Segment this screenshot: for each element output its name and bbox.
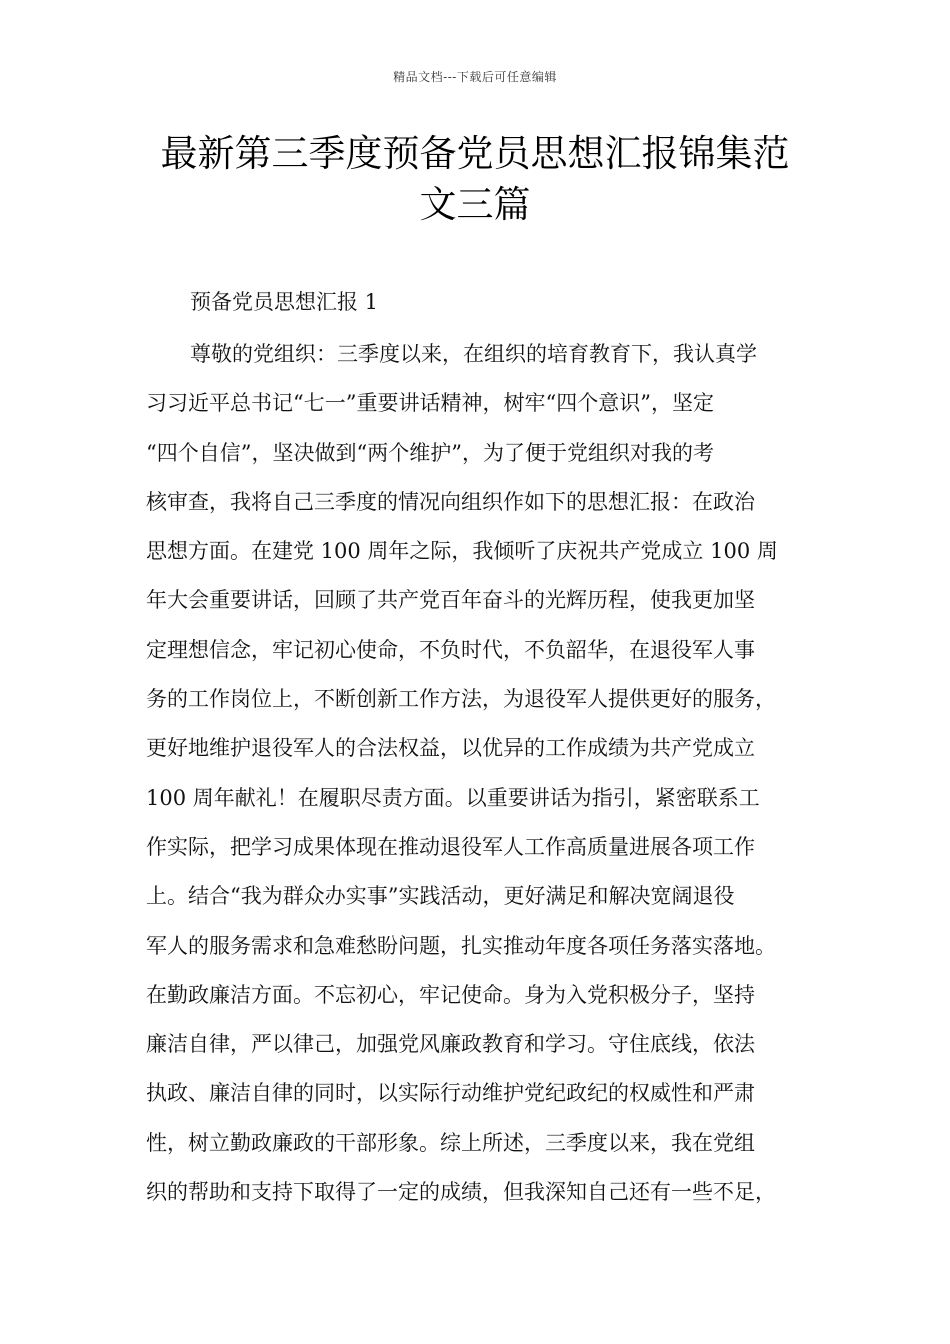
body-line: 务的工作岗位上，不断创新工作方法，为退役军人提供更好的服务， [146, 687, 776, 712]
body-line: 作实际，把学习成果体现在推动退役军人工作高质量进展各项工作 [146, 834, 755, 859]
body-line: 习习近平总书记“七一”重要讲话精神，树牢“四个意识”，坚定 [146, 391, 714, 416]
body-line: 更好地维护退役军人的合法权益，以优异的工作成绩为共产党成立 [146, 736, 755, 761]
body-line: 上。结合“我为群众办实事”实践活动，更好满足和解决宽阔退役 [146, 884, 735, 909]
body-line: 定理想信念，牢记初心使命，不负时代，不负韶华，在退役军人事 [146, 637, 755, 662]
body-line: 廉洁自律，严以律己，加强党风廉政教育和学习。守住底线，依法 [146, 1032, 755, 1057]
title-line-1: 最新第三季度预备党员思想汇报锦集范 [160, 132, 790, 175]
document-title [120, 128, 830, 230]
body-line: 在勤政廉洁方面。不忘初心，牢记使命。身为入党积极分子，坚持 [146, 982, 755, 1007]
body-line: “四个自信”，坚决做到“两个维护”，为了便于党组织对我的考 [146, 440, 714, 465]
body-line: 尊敬的党组织：三季度以来，在组织的培育教育下，我认真学 [190, 342, 757, 366]
header-note: 精品文档---下载后可任意编辑 [393, 70, 557, 84]
body-line: 执政、廉洁自律的同时，以实际行动维护党纪政纪的权威性和严肃 [146, 1081, 755, 1106]
body-line: 核审查，我将自己三季度的情况向组织作如下的思想汇报：在政治 [146, 489, 755, 514]
body-line: 军人的服务需求和急难愁盼问题，扎实推动年度各项任务落实落地。 [146, 933, 776, 958]
title-line-2: 文三篇 [419, 183, 531, 226]
body-line: 性，树立勤政廉政的干部形象。综上所述，三季度以来，我在党组 [146, 1130, 755, 1155]
body-line: 100 周年献礼！在履职尽责方面。以重要讲话为指引，紧密联系工 [146, 785, 760, 810]
section-heading: 预备党员思想汇报 1 [190, 290, 379, 314]
body-line: 思想方面。在建党 100 周年之际，我倾听了庆祝共产党成立 100 周 [146, 539, 778, 564]
body-paragraph [146, 330, 836, 1217]
body-line: 织的帮助和支持下取得了一定的成绩，但我深知自己还有一些不足， [146, 1180, 776, 1205]
body-line: 年大会重要讲话，回顾了共产党百年奋斗的光辉历程，使我更加坚 [146, 588, 755, 613]
